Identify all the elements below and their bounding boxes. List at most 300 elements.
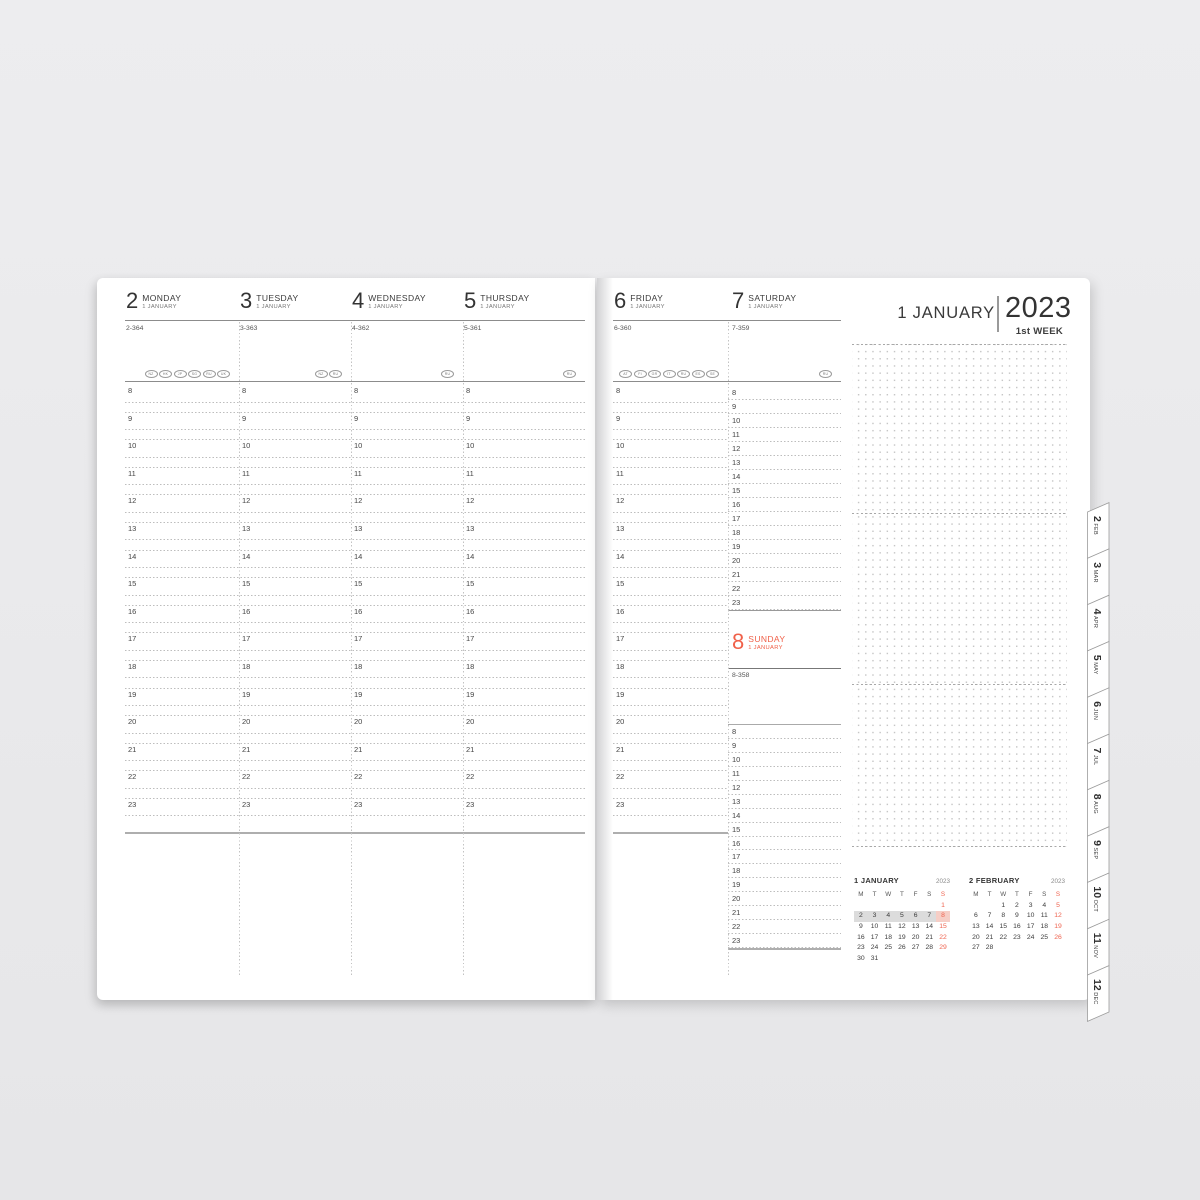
day-column-saturday bbox=[728, 278, 841, 381]
hour-slot bbox=[125, 468, 585, 496]
hour-row bbox=[728, 428, 841, 442]
hour-slot bbox=[125, 744, 585, 772]
hour-row bbox=[728, 554, 841, 568]
day-of-year: 3-363 bbox=[240, 325, 258, 332]
hour-label: 9 bbox=[732, 740, 737, 750]
hour-label: 15 bbox=[732, 824, 741, 834]
hour-label: 10 bbox=[128, 441, 137, 451]
calendar-day bbox=[881, 954, 895, 965]
day-month: 1 JANUARY bbox=[256, 304, 291, 310]
left-page bbox=[97, 278, 595, 1000]
holiday-badge: NZ bbox=[145, 370, 158, 378]
calendar-day: 17 bbox=[1026, 923, 1035, 931]
hour-label: 11 bbox=[732, 768, 740, 778]
day-column-sunday bbox=[728, 618, 841, 678]
hour-label: 22 bbox=[128, 772, 137, 782]
calendar-day: 26 bbox=[898, 944, 906, 952]
column-divider bbox=[463, 322, 464, 975]
hour-grid bbox=[125, 385, 585, 827]
calendar-day: 10 bbox=[870, 923, 879, 931]
hour-row bbox=[728, 906, 841, 920]
calendar-day bbox=[922, 901, 936, 912]
calendar-day: 3 bbox=[1028, 901, 1033, 909]
grid-top-rule bbox=[613, 381, 841, 382]
hour-label: 17 bbox=[354, 634, 363, 644]
hour-slot bbox=[125, 771, 585, 799]
hour-label: 17 bbox=[616, 634, 625, 644]
hour-label: 20 bbox=[732, 894, 741, 904]
hour-label: 23 bbox=[354, 799, 363, 809]
hour-row bbox=[728, 386, 841, 400]
hour-slot bbox=[125, 440, 585, 468]
holiday-badge: HK bbox=[159, 370, 172, 378]
calendar-day: 24 bbox=[870, 944, 879, 952]
calendar-day: 11 bbox=[884, 923, 892, 931]
day-of-year: 6-360 bbox=[614, 325, 632, 332]
saturday-bottom-rule bbox=[728, 610, 841, 611]
hour-label: 11 bbox=[732, 430, 740, 439]
hour-label: 18 bbox=[732, 528, 741, 537]
holiday-badge: RU bbox=[441, 370, 454, 378]
weekday-label: M bbox=[973, 891, 979, 898]
calendar-day bbox=[909, 954, 923, 965]
day-column-monday bbox=[125, 278, 239, 381]
holiday-badge: SG bbox=[188, 370, 201, 378]
holiday-badges bbox=[619, 370, 719, 378]
hour-label: 18 bbox=[732, 866, 741, 876]
hour-label: 22 bbox=[732, 922, 741, 932]
hour-label: 9 bbox=[732, 402, 737, 411]
hour-label: 14 bbox=[242, 551, 251, 561]
calendar-day: 16 bbox=[857, 933, 865, 941]
hour-row bbox=[728, 470, 841, 484]
hour-label: 20 bbox=[354, 717, 363, 727]
calendar-day: 22 bbox=[939, 933, 947, 941]
hour-label: 11 bbox=[354, 468, 362, 478]
hour-label: 13 bbox=[242, 523, 251, 533]
hour-label: 8 bbox=[616, 386, 621, 395]
calendar-day: 12 bbox=[898, 923, 906, 931]
hour-label: 15 bbox=[732, 486, 741, 495]
calendar-day: 8 bbox=[1001, 912, 1006, 920]
hour-label: 8 bbox=[128, 386, 133, 395]
hour-label: 10 bbox=[732, 754, 741, 764]
calendar-day: 24 bbox=[1026, 933, 1035, 941]
day-number: 7 bbox=[732, 288, 745, 313]
notes-divider bbox=[852, 344, 1067, 345]
hour-row bbox=[728, 414, 841, 428]
hour-slot bbox=[613, 661, 728, 689]
hour-label: 23 bbox=[128, 799, 137, 809]
grid-bottom-rule bbox=[613, 832, 728, 834]
hour-label: 8 bbox=[732, 388, 737, 397]
day-header bbox=[464, 288, 530, 313]
notes-divider bbox=[852, 684, 1067, 685]
calendar-day: 21 bbox=[925, 933, 934, 941]
calendar-day: 31 bbox=[870, 955, 879, 963]
tab-label: 7JUL bbox=[1091, 747, 1103, 766]
holiday-badge: ES bbox=[692, 370, 705, 378]
hour-slot bbox=[613, 799, 728, 827]
mini-calendar-february bbox=[969, 876, 1065, 954]
hour-row bbox=[728, 809, 841, 823]
hour-slot bbox=[613, 744, 728, 772]
hour-label: 10 bbox=[242, 441, 251, 451]
sunday-header-rule bbox=[728, 668, 841, 669]
hour-label: 17 bbox=[732, 514, 741, 523]
day-month: 1 JANUARY bbox=[748, 304, 783, 310]
hour-label: 11 bbox=[128, 468, 136, 478]
hour-label: 9 bbox=[242, 413, 247, 423]
hour-row bbox=[728, 781, 841, 795]
hour-label: 16 bbox=[732, 500, 741, 509]
mini-calendar-year: 2023 bbox=[935, 878, 950, 885]
hour-label: 14 bbox=[732, 472, 741, 481]
hour-label: 17 bbox=[732, 852, 741, 862]
hour-label: 19 bbox=[354, 689, 363, 699]
hour-slot bbox=[125, 716, 585, 744]
hour-slot bbox=[125, 495, 585, 523]
hour-slot bbox=[613, 578, 728, 606]
hour-slot bbox=[613, 771, 728, 799]
calendar-day: 7 bbox=[922, 911, 936, 922]
hour-row bbox=[728, 526, 841, 540]
calendar-day bbox=[881, 901, 895, 912]
hour-label: 9 bbox=[128, 413, 133, 423]
calendar-day: 20 bbox=[972, 933, 980, 941]
calendar-day bbox=[1037, 943, 1051, 954]
hour-slot bbox=[613, 606, 728, 634]
calendar-day: 18 bbox=[1040, 923, 1049, 931]
tab-label: 3MAR bbox=[1091, 562, 1103, 583]
hour-label: 16 bbox=[128, 606, 137, 616]
hour-label: 23 bbox=[242, 799, 251, 809]
calendar-day: 13 bbox=[911, 923, 920, 931]
calendar-day: 2 bbox=[1015, 901, 1019, 909]
hour-row bbox=[728, 582, 841, 596]
calendar-day: 4 bbox=[1042, 901, 1047, 909]
hour-label: 16 bbox=[466, 606, 475, 616]
hour-label: 23 bbox=[732, 598, 741, 607]
hour-row bbox=[728, 864, 841, 878]
hour-slot bbox=[613, 495, 728, 523]
hour-label: 8 bbox=[242, 386, 247, 395]
hour-label: 21 bbox=[466, 744, 475, 754]
calendar-day: 30 bbox=[857, 955, 865, 963]
calendar-day bbox=[868, 901, 882, 912]
hour-row bbox=[728, 892, 841, 906]
mini-calendar-grid bbox=[969, 890, 1065, 954]
day-name: MONDAY bbox=[142, 293, 182, 303]
hour-label: 15 bbox=[616, 579, 625, 589]
hour-label: 21 bbox=[732, 570, 741, 579]
holiday-badge: GR bbox=[648, 370, 661, 378]
calendar-day bbox=[895, 954, 909, 965]
day-column-tuesday bbox=[239, 278, 351, 381]
week-header-year: 2023 bbox=[1005, 292, 1072, 324]
calendar-day: 23 bbox=[857, 944, 865, 952]
hour-label: 12 bbox=[466, 496, 475, 506]
calendar-day: 5 bbox=[1056, 901, 1060, 909]
hour-label: 14 bbox=[354, 551, 363, 561]
calendar-day: 3 bbox=[868, 911, 882, 922]
calendar-day: 5 bbox=[895, 911, 909, 922]
day-number: 8 bbox=[732, 629, 745, 654]
hour-label: 15 bbox=[466, 579, 475, 589]
hour-slot bbox=[613, 716, 728, 744]
weekday-label: M bbox=[858, 891, 864, 898]
mini-calendar-header bbox=[854, 876, 950, 888]
calendar-day: 10 bbox=[1026, 912, 1035, 920]
weekday-label: T bbox=[1014, 891, 1019, 898]
hour-label: 13 bbox=[354, 523, 363, 533]
calendar-day: 27 bbox=[972, 944, 980, 952]
weekday-label: F bbox=[1028, 891, 1033, 898]
day-number: 2 bbox=[126, 288, 139, 313]
mini-calendar-title: 2 FEBRUARY bbox=[969, 876, 1020, 885]
hour-label: 20 bbox=[732, 556, 741, 565]
calendar-day bbox=[969, 901, 983, 912]
tab-dec[interactable] bbox=[1088, 966, 1110, 1022]
hour-label: 14 bbox=[616, 551, 625, 561]
calendar-day: 19 bbox=[898, 933, 906, 941]
week-header-date: 1 JANUARY bbox=[897, 304, 995, 322]
calendar-day bbox=[922, 954, 936, 965]
hour-label: 20 bbox=[128, 717, 137, 727]
hour-label: 20 bbox=[242, 717, 251, 727]
column-divider bbox=[728, 322, 729, 975]
hour-label: 11 bbox=[242, 468, 250, 478]
hour-grid-friday bbox=[613, 385, 728, 827]
calendar-day: 20 bbox=[911, 933, 920, 941]
hour-label: 12 bbox=[354, 496, 363, 506]
hour-label: 16 bbox=[732, 838, 741, 848]
day-name: FRIDAY bbox=[630, 293, 664, 303]
calendar-day: 25 bbox=[884, 944, 892, 952]
tab-label: 9SEP bbox=[1091, 840, 1103, 860]
calendar-day: 12 bbox=[1054, 912, 1062, 920]
hour-label: 15 bbox=[242, 579, 251, 589]
hour-label: 21 bbox=[732, 908, 741, 918]
day-column-wednesday bbox=[351, 278, 463, 381]
day-number: 3 bbox=[240, 288, 253, 313]
month-tabs bbox=[1087, 502, 1113, 1024]
day-month: 1 JANUARY bbox=[142, 304, 177, 310]
calendar-day: 2 bbox=[854, 911, 868, 922]
tab-label: 8AUG bbox=[1091, 793, 1103, 814]
hour-label: 17 bbox=[466, 634, 475, 644]
day-month: 1 JANUARY bbox=[748, 645, 783, 651]
hour-label: 13 bbox=[732, 458, 741, 467]
day-of-year: 8-358 bbox=[732, 672, 750, 679]
holiday-badge: UK bbox=[217, 370, 230, 378]
hour-label: 19 bbox=[732, 880, 741, 890]
day-of-year: 7-359 bbox=[732, 325, 750, 332]
hour-row bbox=[728, 850, 841, 864]
day-name: SUNDAY bbox=[748, 634, 786, 644]
hour-label: 16 bbox=[354, 606, 363, 616]
hour-label: 17 bbox=[242, 634, 251, 644]
day-name: THURSDAY bbox=[480, 293, 530, 303]
hour-row bbox=[728, 400, 841, 414]
hour-label: 23 bbox=[616, 799, 625, 809]
hour-label: 8 bbox=[466, 386, 471, 395]
day-month: 1 JANUARY bbox=[480, 304, 515, 310]
hour-label: 8 bbox=[732, 727, 737, 736]
day-name: WEDNESDAY bbox=[368, 293, 427, 303]
hour-label: 22 bbox=[354, 772, 363, 782]
hour-label: 12 bbox=[732, 444, 741, 453]
notes-divider bbox=[852, 846, 1067, 847]
hour-label: 13 bbox=[128, 523, 137, 533]
mini-calendar-january bbox=[854, 876, 950, 965]
column-divider bbox=[351, 322, 352, 975]
weekday-label: W bbox=[1000, 891, 1007, 898]
calendar-day: 15 bbox=[999, 923, 1007, 931]
tab-label: 6JUN bbox=[1091, 701, 1103, 721]
hour-label: 19 bbox=[732, 542, 741, 551]
weekday-label: F bbox=[913, 891, 918, 898]
hour-label: 20 bbox=[466, 717, 475, 727]
mini-calendar-year: 2023 bbox=[1050, 878, 1065, 885]
calendar-day: 6 bbox=[973, 912, 978, 920]
hour-label: 11 bbox=[616, 468, 624, 478]
calendar-day: 4 bbox=[881, 911, 895, 922]
hour-label: 10 bbox=[616, 441, 625, 451]
notes-area bbox=[852, 344, 1067, 847]
holiday-badge: RU bbox=[203, 370, 216, 378]
hour-row bbox=[728, 753, 841, 767]
hour-slot bbox=[125, 413, 585, 441]
calendar-day: 9 bbox=[858, 923, 863, 931]
hour-slot bbox=[613, 523, 728, 551]
hour-row bbox=[728, 456, 841, 470]
grid-top-rule bbox=[125, 381, 585, 382]
holiday-badges bbox=[315, 370, 343, 378]
hour-slot bbox=[125, 799, 585, 827]
hour-label: 10 bbox=[732, 416, 741, 425]
hour-slot bbox=[125, 551, 585, 579]
hour-label: 22 bbox=[616, 772, 625, 782]
hour-row bbox=[728, 498, 841, 512]
day-name: SATURDAY bbox=[748, 293, 797, 303]
tab-label: 11NOV bbox=[1091, 932, 1103, 959]
right-page bbox=[597, 278, 1090, 1000]
calendar-day: 7 bbox=[987, 912, 992, 920]
day-header bbox=[126, 288, 182, 313]
holiday-badge: AT bbox=[619, 370, 632, 378]
hour-slot bbox=[613, 413, 728, 441]
calendar-day: 15 bbox=[939, 923, 947, 931]
calendar-day bbox=[1051, 943, 1065, 954]
hour-row bbox=[728, 823, 841, 837]
holiday-badge: RU bbox=[819, 370, 832, 378]
calendar-day bbox=[1024, 943, 1038, 954]
hour-slot bbox=[613, 551, 728, 579]
hour-label: 13 bbox=[616, 523, 625, 533]
hour-grid-saturday bbox=[728, 386, 841, 610]
calendar-day: 27 bbox=[911, 944, 920, 952]
hour-slot bbox=[613, 468, 728, 496]
weekday-label: S bbox=[940, 891, 946, 898]
holiday-badges bbox=[145, 370, 231, 378]
week-header-weeknum: 1st WEEK bbox=[1015, 326, 1063, 337]
calendar-day bbox=[996, 943, 1010, 954]
hour-label: 22 bbox=[466, 772, 475, 782]
hour-row bbox=[728, 739, 841, 753]
hour-label: 12 bbox=[732, 782, 741, 792]
hour-label: 20 bbox=[616, 717, 625, 727]
day-header bbox=[732, 629, 786, 654]
hour-slot bbox=[125, 661, 585, 689]
hour-label: 21 bbox=[128, 744, 137, 754]
weekday-label: T bbox=[987, 891, 992, 898]
calendar-day: 9 bbox=[1015, 912, 1019, 920]
tab-label: 10OCT bbox=[1091, 886, 1103, 913]
notes-divider bbox=[852, 513, 1067, 514]
holiday-badges bbox=[563, 370, 576, 378]
weekday-label: T bbox=[872, 891, 877, 898]
tab-label: 12DEC bbox=[1091, 979, 1103, 1005]
mini-calendar-grid bbox=[854, 890, 950, 965]
hour-grid-sunday bbox=[728, 725, 841, 948]
calendar-day: 8 bbox=[936, 911, 950, 922]
hour-slot bbox=[125, 523, 585, 551]
weekday-label: T bbox=[899, 891, 904, 898]
day-month: 1 JANUARY bbox=[630, 304, 665, 310]
hour-label: 18 bbox=[354, 661, 363, 671]
hour-label: 18 bbox=[128, 661, 137, 671]
calendar-day: 25 bbox=[1040, 933, 1049, 941]
week-header-divider bbox=[997, 296, 999, 332]
hour-row bbox=[728, 540, 841, 554]
hour-row bbox=[728, 878, 841, 892]
hour-row bbox=[728, 512, 841, 526]
hour-label: 19 bbox=[242, 689, 251, 699]
header-rule bbox=[125, 320, 585, 321]
hour-label: 18 bbox=[242, 661, 251, 671]
hour-label: 16 bbox=[242, 606, 251, 616]
weekday-label: S bbox=[1042, 891, 1047, 898]
hour-slot bbox=[125, 633, 585, 661]
sunday-bottom-rule bbox=[728, 948, 841, 950]
hour-label: 19 bbox=[466, 689, 475, 699]
calendar-day: 23 bbox=[1013, 933, 1021, 941]
hour-slot bbox=[125, 606, 585, 634]
hour-label: 19 bbox=[616, 689, 625, 699]
calendar-day: 21 bbox=[985, 933, 994, 941]
holiday-badge: RU bbox=[677, 370, 690, 378]
hour-label: 23 bbox=[732, 936, 741, 946]
day-header bbox=[614, 288, 665, 313]
day-number: 4 bbox=[352, 288, 365, 313]
hour-label: 10 bbox=[354, 441, 363, 451]
hour-label: 19 bbox=[128, 689, 137, 699]
hour-label: 16 bbox=[616, 606, 625, 616]
day-column-friday bbox=[613, 278, 728, 381]
mini-calendar-title: 1 JANUARY bbox=[854, 876, 899, 885]
calendar-day: 13 bbox=[972, 923, 980, 931]
hour-label: 21 bbox=[242, 744, 251, 754]
hour-label: 14 bbox=[466, 551, 475, 561]
calendar-day: 6 bbox=[909, 911, 923, 922]
tab-label: 2FEB bbox=[1091, 516, 1103, 535]
calendar-day: 14 bbox=[925, 923, 934, 931]
tab-label: 4APR bbox=[1091, 608, 1103, 629]
hour-slot bbox=[613, 385, 728, 413]
hour-label: 12 bbox=[128, 496, 137, 506]
hour-slot bbox=[125, 578, 585, 606]
